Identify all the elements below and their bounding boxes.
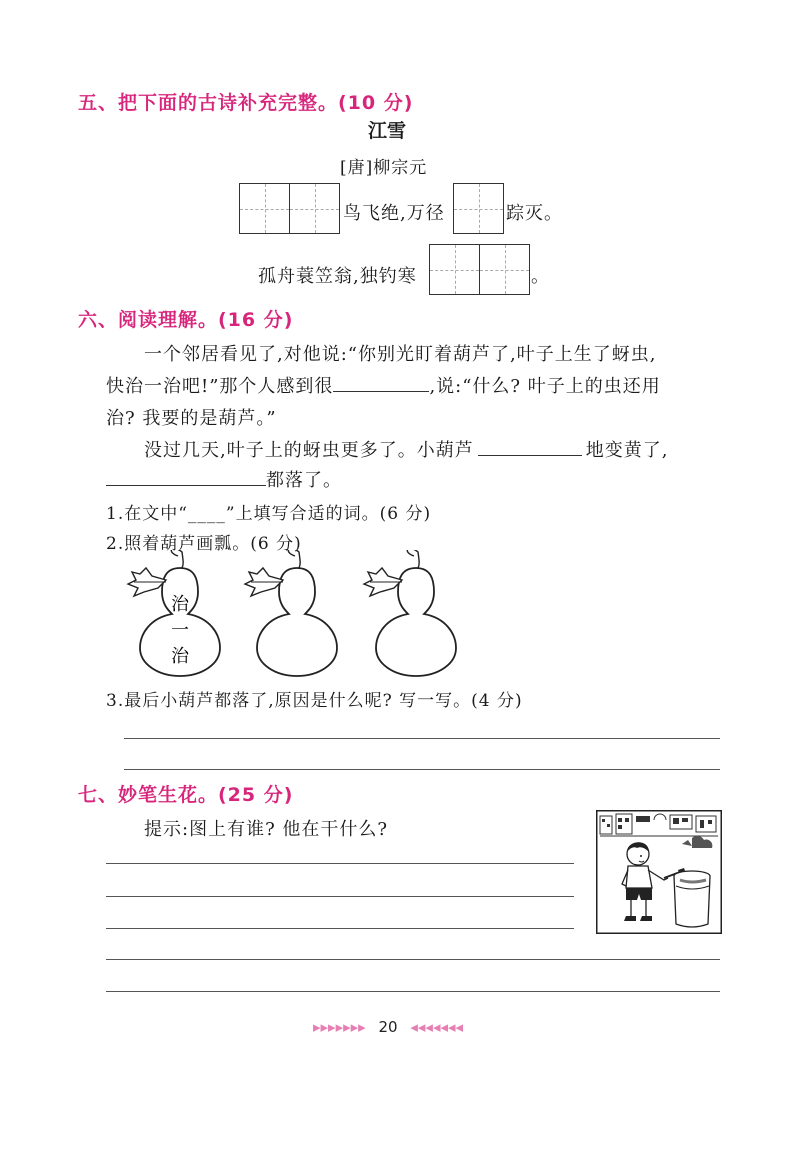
passage-line-4 <box>144 436 668 462</box>
writing-line-2[interactable] <box>106 896 574 897</box>
passage-line-4-a: 没过几天,叶子上的蚜虫更多了。小葫芦 <box>144 440 474 461</box>
poem-blank-grid-2[interactable] <box>453 183 504 234</box>
gourd-char-3: 治 <box>171 646 189 667</box>
gourd-copy-2[interactable] <box>364 550 456 676</box>
section-6-title: 六、阅读理解。(16 分) <box>78 309 294 331</box>
question-1: 1.在文中“____”上填写合适的词。(6 分) <box>106 504 432 524</box>
right-arrow-decoration: ◂◂◂◂◂◂◂ <box>410 1018 464 1036</box>
gourds-figure <box>0 550 800 680</box>
blank-feeling[interactable] <box>333 373 429 392</box>
writing-line-3[interactable] <box>106 928 574 929</box>
page-number: 20 <box>378 1018 398 1036</box>
gourd-char-1: 治 <box>171 594 189 615</box>
page-footer <box>313 1018 463 1036</box>
blank-what-fell[interactable] <box>106 467 266 486</box>
left-arrow-decoration: ▸▸▸▸▸▸▸ <box>313 1018 366 1036</box>
section-5-title: 五、把下面的古诗补充完整。(10 分) <box>78 92 414 114</box>
passage-line-2 <box>106 372 661 398</box>
poem-line2-start: 孤舟蓑笠翁,独钓寒 <box>258 266 417 287</box>
gourd-char-2: 一 <box>171 620 189 641</box>
poem-blank-grid-1[interactable] <box>239 183 340 234</box>
writing-line-5[interactable] <box>106 991 720 992</box>
writing-line-4[interactable] <box>106 959 720 960</box>
passage-line-2-b: ,说:“什么? 叶子上的虫还用 <box>429 376 661 397</box>
poem-author: [唐]柳宗元 <box>340 158 428 178</box>
passage-line-4-b: 地变黄了, <box>585 440 669 461</box>
passage-line-5 <box>106 466 342 492</box>
poem-line1-end: 踪灭。 <box>506 203 563 224</box>
poem-title: 江雪 <box>368 120 407 142</box>
section-7-title: 七、妙笔生花。(25 分) <box>78 784 294 806</box>
answer-line-q3-1[interactable] <box>124 738 720 739</box>
poem-line1-middle: 鸟飞绝,万径 <box>343 203 445 224</box>
question-2: 2.照着葫芦画瓢。(6 分) <box>106 534 302 554</box>
writing-hint: 提示:图上有谁? 他在干什么? <box>144 819 389 840</box>
poem-blank-grid-3[interactable] <box>429 244 530 295</box>
writing-line-1[interactable] <box>106 863 574 864</box>
passage-line-1: 一个邻居看见了,对他说:“你别光盯着葫芦了,叶子上生了蚜虫, <box>144 344 657 365</box>
gourd-example <box>128 550 220 676</box>
boy-painting-illustration <box>596 810 722 934</box>
blank-how-yellow[interactable] <box>478 437 582 456</box>
answer-line-q3-2[interactable] <box>124 769 720 770</box>
poem-line2-end: 。 <box>531 266 550 287</box>
question-3: 3.最后小葫芦都落了,原因是什么呢? 写一写。(4 分) <box>106 691 523 711</box>
passage-line-5-b: 都落了。 <box>266 470 342 491</box>
passage-line-3: 治? 我要的是葫芦。” <box>106 408 277 429</box>
gourd-copy-1[interactable] <box>245 550 337 676</box>
passage-line-2-a: 快治一治吧!”那个人感到很 <box>106 376 334 397</box>
